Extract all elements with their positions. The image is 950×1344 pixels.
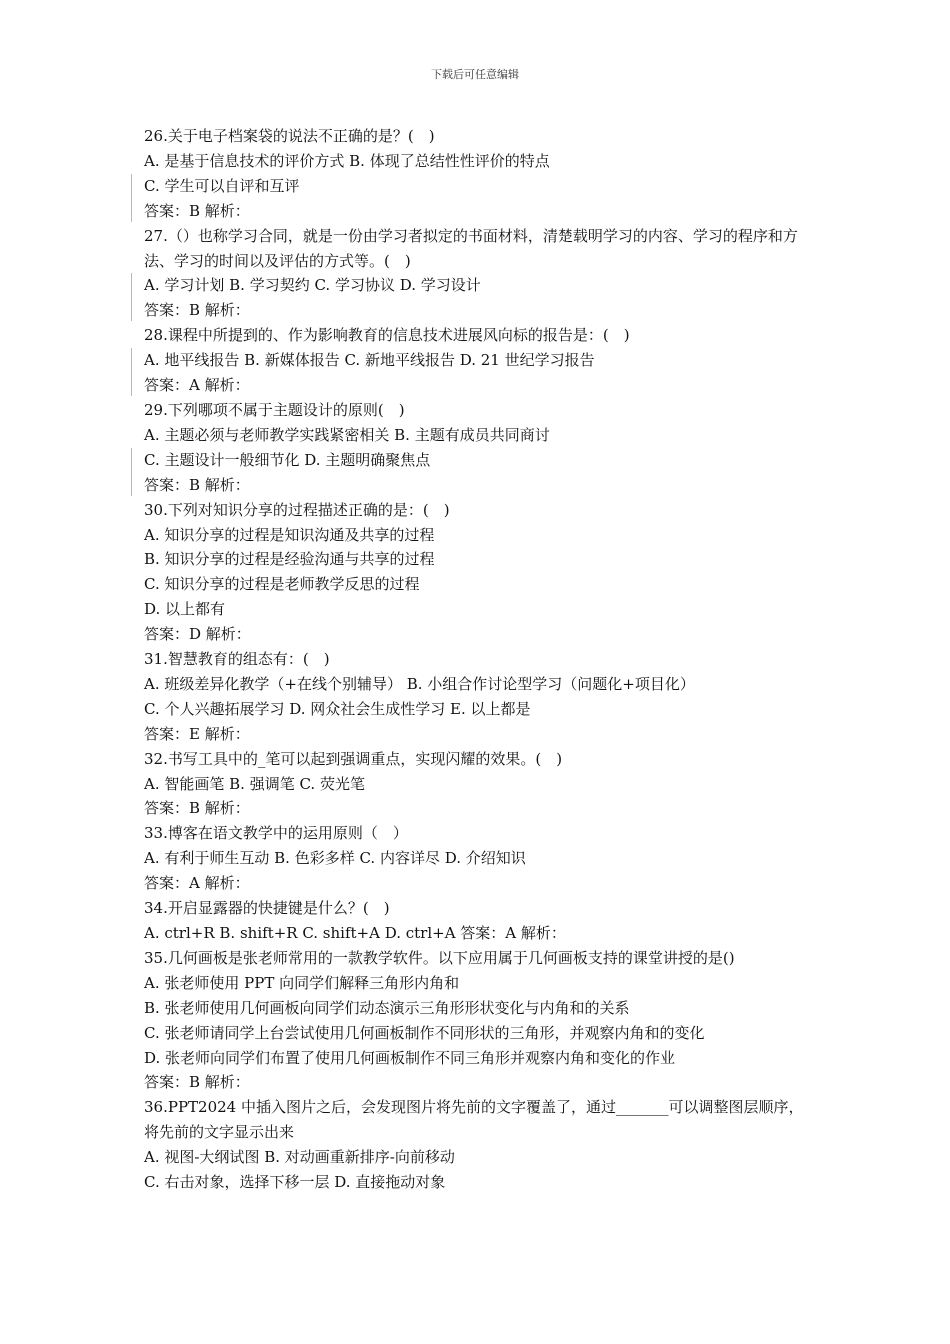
option-35-b: B. 张老师使用几何画板向同学们动态演示三角形形状变化与内角和的关系 xyxy=(144,998,630,1017)
options-29-ab: A. 主题必须与老师教学实践紧密相关 B. 主题有成员共同商讨 xyxy=(144,425,550,444)
options-32: A. 智能画笔 B. 强调笔 C. 荧光笔 xyxy=(144,774,365,793)
options-26-ab: A. 是基于信息技术的评价方式 B. 体现了总结性性评价的特点 xyxy=(144,151,550,170)
question-33: 33.博客在语文教学中的运用原则（ ） xyxy=(144,824,408,843)
options-26-c: C. 学生可以自评和互评 xyxy=(144,176,300,195)
question-31: 31.智慧教育的组态有：( ) xyxy=(144,650,330,669)
options-31-cde: C. 个人兴趣拓展学习 D. 网众社会生成性学习 E. 以上都是 xyxy=(144,699,531,718)
margin-marker xyxy=(131,174,132,222)
option-35-d: D. 张老师向同学们布置了使用几何画板制作不同三角形并观察内角和变化的作业 xyxy=(144,1048,676,1067)
question-27: 27.（）也称学习合同，就是一份由学习者拟定的书面材料，清楚载明学习的内容、学习的程序和方法、学习的时间以及评估的方式等。( ) xyxy=(144,226,798,270)
options-29-cd: C. 主题设计一般细节化 D. 主题明确聚焦点 xyxy=(144,450,431,469)
answer-31: 答案：E 解析： xyxy=(144,724,250,743)
question-36: 36.PPT2024 中插入图片之后，会发现图片将先前的文字覆盖了，通过_______可以调整图层顺序，将先前的文字显示出来 xyxy=(144,1098,804,1142)
answer-28: 答案：A 解析： xyxy=(144,376,250,395)
answer-32: 答案：B 解析： xyxy=(144,799,250,818)
options-27: A. 学习计划 B. 学习契约 C. 学习协议 D. 学习设计 xyxy=(144,276,481,295)
question-34: 34.开启显露器的快捷键是什么？( ) xyxy=(144,899,390,918)
options-28: A. 地平线报告 B. 新媒体报告 C. 新地平线报告 D. 21 世纪学习报告 xyxy=(144,351,595,370)
answer-35: 答案：B 解析： xyxy=(144,1073,250,1092)
question-32: 32.书写工具中的_笔可以起到强调重点，实现闪耀的效果。( ) xyxy=(144,749,563,768)
answer-29: 答案：B 解析： xyxy=(144,475,250,494)
option-35-c: C. 张老师请同学上台尝试使用几何画板制作不同形状的三角形，并观察内角和的变化 xyxy=(144,1023,705,1042)
options-answer-34: A. ctrl+R B. shift+R C. shift+A D. ctrl+A 答案：A 解析： xyxy=(144,924,566,942)
option-35-a: A. 张老师使用 PPT 向同学们解释三角形内角和 xyxy=(144,973,460,992)
question-35: 35.几何画板是张老师常用的一款教学软件。以下应用属于几何画板支持的课堂讲授的是() xyxy=(144,948,735,967)
options-33: A. 有利于师生互动 B. 色彩多样 C. 内容详尽 D. 介绍知识 xyxy=(144,849,526,868)
margin-marker xyxy=(131,273,132,321)
question-26: 26.关于电子档案袋的说法不正确的是？( ) xyxy=(144,127,435,145)
question-list xyxy=(144,124,814,1195)
options-36-cd: C. 右击对象，选择下移一层 D. 直接拖动对象 xyxy=(144,1173,446,1192)
option-30-d: D. 以上都有 xyxy=(144,600,226,619)
answer-26: 答案：B 解析： xyxy=(144,201,250,220)
options-36-ab: A. 视图-大纲试图 B. 对动画重新排序-向前移动 xyxy=(144,1148,455,1167)
margin-marker xyxy=(131,348,132,396)
answer-33: 答案：A 解析： xyxy=(144,874,250,893)
margin-marker xyxy=(131,448,132,496)
answer-27: 答案：B 解析： xyxy=(144,301,250,320)
question-28: 28.课程中所提到的、作为影响教育的信息技术进展风向标的报告是：( ) xyxy=(144,326,630,345)
option-30-c: C. 知识分享的过程是老师教学反思的过程 xyxy=(144,575,420,594)
question-29: 29.下列哪项不属于主题设计的原则( ) xyxy=(144,400,405,419)
answer-30: 答案：D 解析： xyxy=(144,625,251,644)
option-30-a: A. 知识分享的过程是知识沟通及共享的过程 xyxy=(144,525,435,544)
options-31-ab: A. 班级差异化教学（+在线个别辅导） B. 小组合作讨论型学习（问题化+项目化） xyxy=(144,674,695,693)
option-30-b: B. 知识分享的过程是经验沟通与共享的过程 xyxy=(144,550,435,569)
question-30: 30.下列对知识分享的过程描述正确的是：( ) xyxy=(144,500,450,519)
page-header: 下载后可任意编辑 xyxy=(431,68,519,81)
